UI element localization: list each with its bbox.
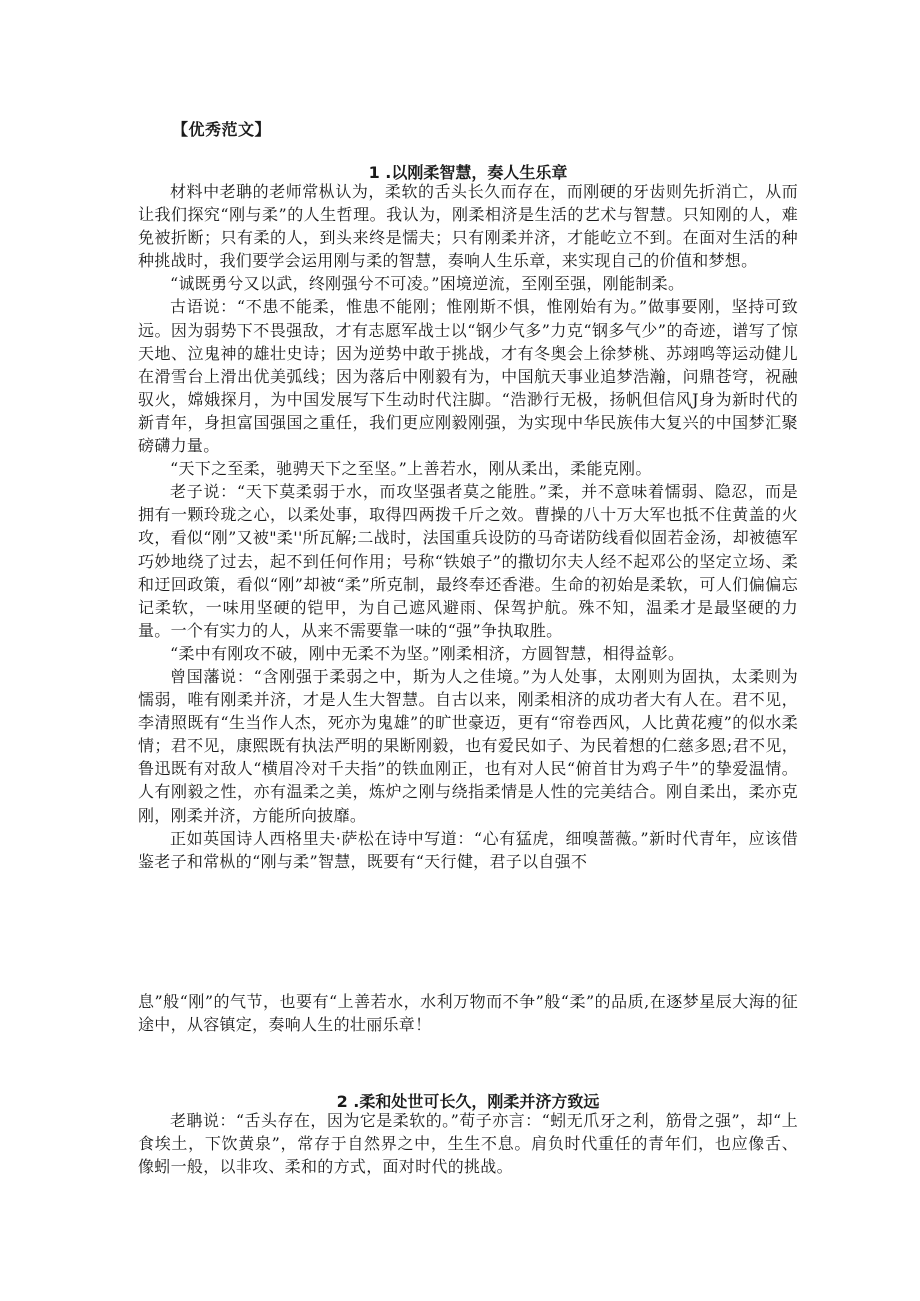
essay1-paragraph: “天下之至柔，驰骋天下之至坚。”上善若水，刚从柔出，柔能克刚。 bbox=[170, 459, 652, 479]
essay2-body bbox=[138, 1109, 798, 1178]
document-page bbox=[138, 0, 798, 1301]
essay2-paragraph: 老聃说：“舌头存在，因为它是柔软的。”荀子亦言：“蚓无爪牙之利，筋骨之强”，却“上食埃土，下饮黄泉”，常存于自然界之中，生生不息。肩负时代重任的青年们，也应像舌、像蚓一般，以非攻、柔和的方式，面对时代的挑战。 bbox=[138, 1111, 798, 1177]
essay1-paragraph: 曾国藩说：“含刚强于柔弱之中，斯为人之佳境。”为人处事，太刚则为固执，太柔则为懦弱，唯有刚柔并济，才是人生大智慧。自古以来，刚柔相济的成功者大有人在。君不见，李清照既有“生当作人杰，死亦为鬼雄”的旷世豪迈，更有“帘卷西风，人比黄花瘦”的似水柔情；君不见，康熙既有执法严明的果断刚毅，也有爱民如子、为民着想的仁慈多恩;君不见，鲁迅既有对敌人“横眉冷对千夫指”的铁血刚正，也有对人民“俯首甘为鸡子牛”的挚爱温情。人有刚毅之性，亦有温柔之美，炼炉之刚与绕指柔情是人性的完美结合。刚自柔出，柔亦克刚，刚柔并济，方能所向披靡。 bbox=[138, 666, 798, 825]
essay1-paragraph: 正如英国诗人西格里夫·萨松在诗中写道：“心有猛虎，细嗅蔷薇。”新时代青年，应该借鉴老子和常枞的“刚与柔”智慧，既要有“天行健，君子以自强不 bbox=[138, 828, 798, 871]
essay1-title: 1 .以刚柔智慧，奏人生乐章 bbox=[368, 163, 568, 182]
essay1-paragraph: 材料中老聃的老师常枞认为，柔软的舌头长久而存在，而刚硬的牙齿则先折消亡，从而让我们探究“刚与柔”的人生哲理。我认为，刚柔相济是生活的艺术与智慧。只知刚的人，难免被折断；只有柔的人，到头来终是懦夫；只有刚柔并济，才能屹立不到。在面对生活的种种挑战时，我们要学会运用刚与柔的智慧，奏响人生乐章，来实现自己的价值和梦想。 bbox=[138, 182, 798, 271]
essay1-body bbox=[138, 180, 798, 873]
essay1-paragraph: “柔中有刚攻不破，刚中无柔不为坚。”刚柔相济，方圆智慧，相得益彰。 bbox=[170, 643, 685, 663]
essay1-paragraph: “诚既勇兮又以武，终刚强兮不可凌。”困境逆流，至刚至强，刚能制柔。 bbox=[170, 274, 685, 294]
essay2-title: 2 .柔和处世可长久，刚柔并济方致远 bbox=[336, 1092, 600, 1111]
section-label: 【优秀范文】 bbox=[172, 120, 272, 139]
essay1-paragraph: 老子说：“天下莫柔弱于水，而攻坚强者莫之能胜。”柔，并不意味着懦弱、隐忍，而是拥有一颗玲珑之心，以柔处事，取得四两拨千斤之效。曹操的八十万大军也抵不住黄盖的火攻，看似“刚”又被"柔''所瓦解;二战时，法国重兵设防的马奇诺防线看似固若金汤，却被德军巧妙地绕了过去，起不到任何作用；号称“铁娘子”的撒切尔夫人经不起邓公的坚定立场、柔和迂回政策，看似“刚”却被“柔”所克制，最终奉还香港。生命的初始是柔软，可人们偏偏忘记柔软，一味用坚硬的铠甲，为自己遮风避雨、保驾护航。殊不知，温柔才是最坚硬的力量。一个有实力的人，从来不需要靠一味的“强”争执取胜。 bbox=[138, 482, 798, 640]
essay1-body-continued bbox=[138, 990, 798, 1036]
essay1-paragraph: 古语说：“不患不能柔，惟患不能刚；惟刚斯不惧，惟刚始有为。”做事要刚，坚持可致远。因为弱势下不畏强敌，才有志愿军战士以“钢少气多”力克“钢多气少”的奇迹，谱写了惊天地、泣鬼神的雄壮史诗；因为逆势中敢于挑战，才有冬奥会上徐梦桃、苏翊鸣等运动健儿在滑雪台上滑出优美弧线；因为落后中刚毅有为，中国航天事业追梦浩瀚，问鼎苍穹，祝融驭火，嫦娥探月，为中国发展写下生动时代注脚。“浩渺行无极，扬帆但信风J身为新时代的新青年，身担富国强国之重任，我们更应刚毅刚强，为实现中华民族伟大复兴的中国梦汇聚磅礴力量。 bbox=[138, 297, 798, 456]
essay1-continuation: 息”般“刚”的气节，也要有“上善若水，水利万物而不争”般“柔”的品质,在逐梦星辰大海的征途中，从容镇定，奏响人生的壮丽乐章！ bbox=[138, 992, 798, 1035]
